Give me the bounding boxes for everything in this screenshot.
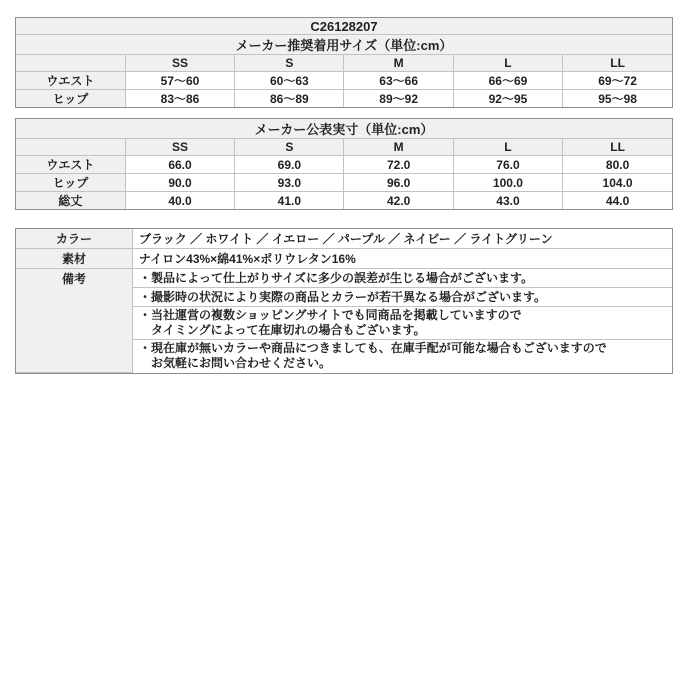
- value-cell: 86～89: [235, 90, 344, 108]
- corner-cell: [16, 139, 125, 156]
- row-label-color: カラー: [16, 229, 133, 249]
- column-header-l: L: [453, 139, 562, 156]
- remark-item: [133, 307, 673, 340]
- value-cell: 96.0: [344, 174, 453, 192]
- value-cell: 95～98: [563, 90, 672, 108]
- row-label-waist: ウエスト: [16, 72, 125, 90]
- table-row: [16, 269, 672, 288]
- value-cell: 89～92: [344, 90, 453, 108]
- remark-item: [133, 269, 673, 288]
- value-cell: 83～86: [125, 90, 234, 108]
- row-label-waist: ウエスト: [16, 156, 125, 174]
- remark-text: ・現在庫が無いカラーや商品につきましても、在庫手配が可能な場合もございますので: [139, 341, 607, 355]
- details-table: [15, 228, 673, 374]
- actual-size-table: [15, 118, 673, 210]
- value-cell: 69.0: [235, 156, 344, 174]
- corner-cell: [16, 55, 125, 72]
- remark-text-continued: お気軽にお問い合わせください。: [151, 356, 332, 370]
- column-header-s: S: [235, 55, 344, 72]
- value-cell: 72.0: [344, 156, 453, 174]
- remark-text: ・当社運営の複数ショッピングサイトでも同商品を掲載していますので: [139, 308, 522, 322]
- remark-item: [133, 288, 673, 307]
- remark-item: [133, 340, 673, 373]
- actual-size-title: メーカー公表実寸（単位:cm）: [16, 119, 672, 139]
- row-label-material: 素材: [16, 249, 133, 269]
- value-cell: 43.0: [453, 192, 562, 210]
- row-label-remarks: 備考: [16, 269, 133, 373]
- value-cell: 90.0: [125, 174, 234, 192]
- value-cell: 93.0: [235, 174, 344, 192]
- value-cell: 69～72: [563, 72, 672, 90]
- column-header-l: L: [453, 55, 562, 72]
- row-label-hip: ヒップ: [16, 90, 125, 108]
- column-header-ss: SS: [125, 139, 234, 156]
- material-value: ナイロン43%×綿41%×ポリウレタン16%: [133, 249, 673, 269]
- value-cell: 40.0: [125, 192, 234, 210]
- column-header-ss: SS: [125, 55, 234, 72]
- row-label-hip: ヒップ: [16, 174, 125, 192]
- value-cell: 66～69: [453, 72, 562, 90]
- table-row: [16, 90, 672, 108]
- table-row: [16, 192, 672, 210]
- column-header-ll: LL: [563, 55, 672, 72]
- remark-text-continued: タイミングによって在庫切れの場合もございます。: [151, 323, 426, 337]
- value-cell: 42.0: [344, 192, 453, 210]
- value-cell: 41.0: [235, 192, 344, 210]
- column-header-ll: LL: [563, 139, 672, 156]
- value-cell: 92～95: [453, 90, 562, 108]
- value-cell: 44.0: [563, 192, 672, 210]
- table-row: [16, 156, 672, 174]
- value-cell: 60～63: [235, 72, 344, 90]
- recommended-size-table: [15, 17, 673, 108]
- value-cell: 80.0: [563, 156, 672, 174]
- color-options: ブラック ／ ホワイト ／ イエロー ／ パープル ／ ネイビー ／ ライトグリーン: [133, 229, 673, 249]
- table-row: [16, 249, 672, 269]
- product-code: C26128207: [16, 18, 672, 35]
- value-cell: 63～66: [344, 72, 453, 90]
- column-header-s: S: [235, 139, 344, 156]
- table-row: [16, 174, 672, 192]
- value-cell: 104.0: [563, 174, 672, 192]
- table-row: [16, 72, 672, 90]
- value-cell: 66.0: [125, 156, 234, 174]
- recommended-size-title: メーカー推奨着用サイズ（単位:cm）: [16, 35, 672, 55]
- column-header-m: M: [344, 55, 453, 72]
- value-cell: 100.0: [453, 174, 562, 192]
- remark-text: ・撮影時の状況により実際の商品とカラーが若干異なる場合がございます。: [139, 289, 547, 304]
- table-row: [16, 229, 672, 249]
- column-header-m: M: [344, 139, 453, 156]
- row-label-total-length: 総丈: [16, 192, 125, 210]
- value-cell: 76.0: [453, 156, 562, 174]
- value-cell: 57～60: [125, 72, 234, 90]
- remark-text: ・製品によって仕上がりサイズに多少の誤差が生じる場合がございます。: [139, 270, 534, 285]
